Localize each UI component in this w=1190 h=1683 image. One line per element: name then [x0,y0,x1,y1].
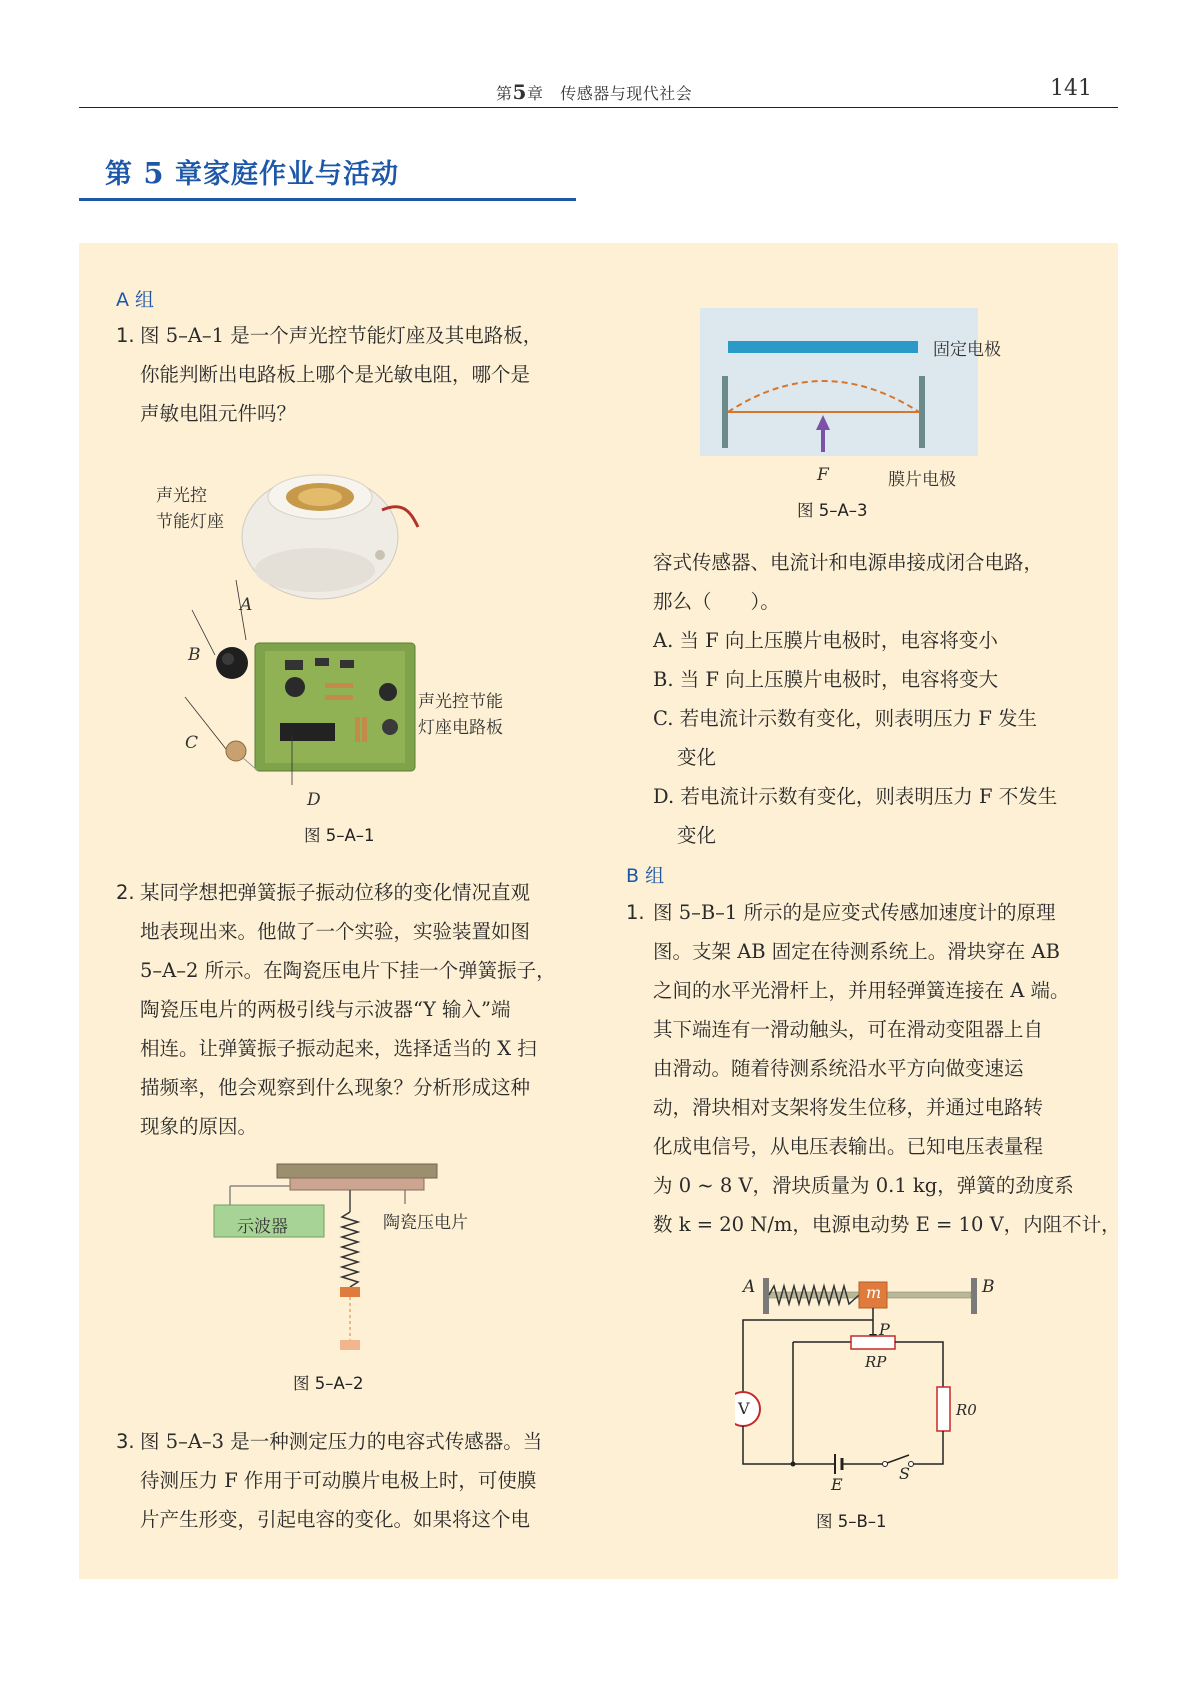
option-d: D. 若电流计示数有变化，则表明压力 F 不发生 [653,785,1058,808]
force-label: F [817,465,829,485]
question-line: 数 k = 20 N/m，电源电动势 E = 10 V，内阻不计， [653,1213,1121,1236]
question-line: 相连。让弹簧振子振动起来，选择适当的 X 扫 [140,1037,537,1060]
lamp-label [156,483,224,535]
question-line: 容式传感器、电流计和电源串接成闭合电路， [653,551,1044,574]
group-b-label: B 组 [626,865,665,887]
board-label-line: 声光控节能 [418,692,503,712]
option-c-cont: 变化 [677,746,717,769]
figure-5-a-2 [210,1162,510,1362]
chapter-prefix: 第 [496,84,513,103]
question-line: 化成电信号，从电压表输出。已知电压表量程 [653,1135,1044,1158]
label-v: V [738,1399,750,1418]
figure-caption: 图 5–A–2 [293,1374,364,1393]
question-line: 现象的原因。 [140,1115,258,1138]
fixed-electrode-label: 固定电极 [933,340,1001,360]
question-line: 由滑动。随着待测系统沿水平方向做变速运 [653,1057,1024,1080]
section-title [105,152,399,191]
piezo-label: 陶瓷压电片 [383,1213,468,1233]
question-line: 那么（ ）。 [653,590,780,613]
question-number: 1. [116,324,135,347]
lamp-label-line: 声光控 [156,486,207,506]
question-line: 陶瓷压电片的两极引线与示波器“Y 输入”端 [140,998,511,1021]
mark-a: A [240,595,253,615]
lamp-label-line: 节能灯座 [156,512,224,532]
label-m: m [866,1283,882,1302]
oscilloscope-label: 示波器 [237,1217,288,1237]
question-line: 待测压力 F 作用于可动膜片电极上时，可使膜 [140,1469,537,1492]
option-d-cont: 变化 [677,824,717,847]
label-s: S [899,1464,910,1483]
question-line: 图 5–A–3 是一种测定压力的电容式传感器。当 [140,1430,543,1453]
chapter-suffix: 章 [526,84,544,103]
figure-caption: 图 5–A–1 [304,826,375,845]
spring-oscillator-illustration [210,1162,510,1362]
mark-b: B [188,645,201,665]
board-label-line: 灯座电路板 [418,718,503,738]
chapter-number: 5 [512,80,527,104]
question-line: 之间的水平光滑杆上，并用轻弹簧连接在 A 端。 [653,979,1070,1002]
figure-caption: 图 5–B–1 [816,1512,887,1531]
question-line: 声敏电阻元件吗？ [140,402,297,425]
mark-d: D [307,790,321,810]
diaphragm-label: 膜片电极 [888,470,956,490]
page-number: 141 [1050,76,1092,101]
question-number: 2. [116,881,135,904]
chapter-title: 传感器与现代社会 [560,84,693,103]
board-label [418,689,503,741]
question-line: 片产生形变，引起电容的变化。如果将这个电 [140,1508,531,1531]
figure-5-a-1 [150,455,570,810]
group-a-label: A 组 [116,289,155,311]
label-e: E [831,1475,843,1494]
section-prefix: 第 [105,159,133,190]
question-line: 图。支架 AB 固定在待测系统上。滑块穿在 AB [653,940,1060,963]
running-head [496,80,692,104]
option-a: A. 当 F 向上压膜片电极时，电容将变小 [653,629,998,652]
header-rule [79,107,1118,108]
section-number: 5 [143,156,165,190]
question-line: 地表现出来。他做了一个实验，实验装置如图 [140,920,531,943]
question-number: 3. [116,1430,135,1453]
figure-5-a-3 [700,308,1030,488]
section-rule [79,198,576,201]
question-line: 图 5–A–1 是一个声光控节能灯座及其电路板， [140,324,543,347]
question-line: 描频率，他会观察到什么现象？分析形成这种 [140,1076,531,1099]
label-b: B [982,1277,995,1297]
option-c: C. 若电流计示数有变化，则表明压力 F 发生 [653,707,1038,730]
question-line: 动，滑块相对支架将发生位移，并通过电路转 [653,1096,1044,1119]
label-rp: RP [865,1353,887,1371]
section-title-text: 章家庭作业与活动 [175,159,399,190]
mark-c: C [185,733,199,753]
label-a: A [743,1277,756,1297]
question-line: 为 0 ~ 8 V，滑块质量为 0.1 kg，弹簧的劲度系 [653,1174,1074,1197]
option-b: B. 当 F 向上压膜片电极时，电容将变大 [653,668,999,691]
question-line: 某同学想把弹簧振子振动位移的变化情况直观 [140,881,531,904]
label-r0: R0 [956,1401,977,1419]
question-line: 5–A–2 所示。在陶瓷压电片下挂一个弹簧振子， [140,959,556,982]
question-line: 图 5–B–1 所示的是应变式传感加速度计的原理 [653,901,1056,924]
question-line: 其下端连有一滑动触头，可在滑动变阻器上自 [653,1018,1044,1041]
question-line: 你能判断出电路板上哪个是光敏电阻，哪个是 [140,363,531,386]
figure-5-b-1 [735,1272,995,1497]
label-p: P [879,1320,890,1339]
accelerometer-circuit [735,1272,995,1497]
figure-caption: 图 5–A–3 [797,501,868,520]
question-number: 1. [626,901,645,924]
